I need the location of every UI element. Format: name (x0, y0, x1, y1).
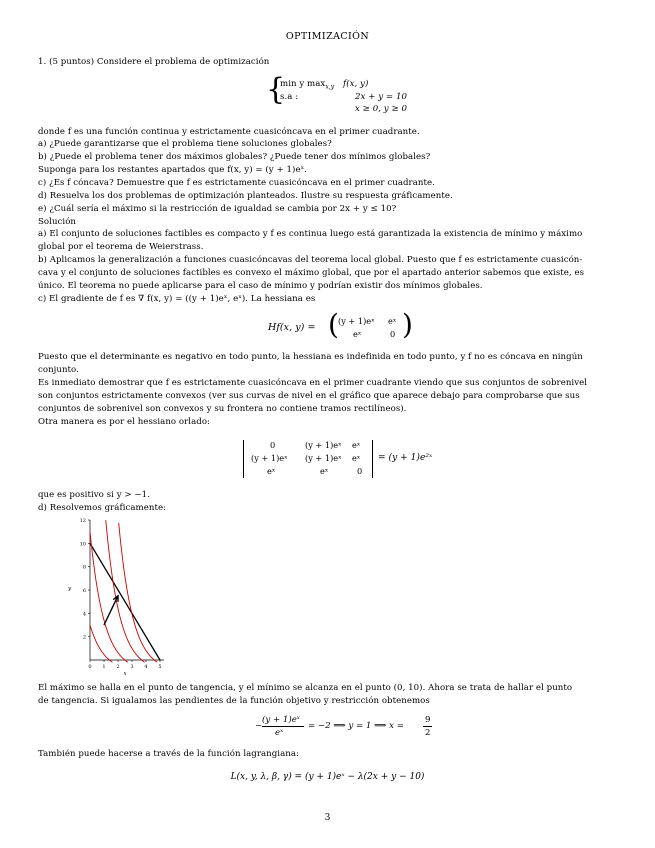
solution-line: que es positivo si y > −1. (38, 490, 150, 500)
solution-line: conjunto. (38, 365, 79, 375)
bh-r3c1: eˣ (267, 466, 276, 476)
hessian-paren-left: ( (328, 308, 339, 341)
solution-line: único. El teorema no puede aplicarse para el caso de mínimo y podrían existir dos mínimos globales. (38, 281, 483, 291)
statement-line: donde f es una función continua y estrictamente cuasicóncava en el primer cuadrante. (38, 127, 420, 137)
level-curve-1 (90, 625, 112, 662)
tangency-frac-den: 2 (425, 728, 431, 738)
constraint-2: x ≥ 0, y ≥ 0 (355, 104, 408, 114)
det-bar-left (243, 440, 244, 478)
constraint-1: 2x + y = 10 (355, 92, 407, 102)
hessian-paren-right: ) (402, 308, 413, 341)
gradient-arrow-shaft (104, 596, 118, 625)
solution-line: a) El conjunto de soluciones factibles es compacto y f es continua luego está garantizada la existencia de mínimo y máximo (38, 229, 583, 239)
hessian-lhs: Hf(x, y) = (268, 322, 316, 333)
hessian-r1c2: eˣ (388, 316, 397, 326)
statement-line: e) ¿Cuál sería el máximo si la restricción de igualdad se cambia por 2x + y ≤ 10? (38, 204, 397, 214)
x-tick-label: 2 (116, 664, 120, 670)
solution-line: b) Aplicamos la generalización a funciones cuasicóncavas del teorema local global. Puesto que f es estrictamente cuasicón- (38, 255, 583, 265)
x-axis-label: x (123, 671, 127, 676)
level-curve-4 (119, 523, 158, 662)
hessian-r2c2: 0 (390, 329, 396, 339)
hessian-r1c1: (y + 1)eˣ (338, 316, 375, 326)
page-number: 3 (324, 813, 331, 823)
x-tick-label: 5 (158, 664, 162, 670)
lagrange-intro: También puede hacerse a través de la función lagrangiana: (38, 749, 299, 759)
bh-r2c3: eˣ (352, 453, 361, 463)
bh-r3c3: 0 (357, 466, 363, 476)
system-brace: { (266, 72, 286, 107)
solution-line: conjuntos de sobrenivel son convexos y su frontera no contiene tramos rectilíneos). (38, 404, 407, 414)
y-tick-label: 2 (82, 634, 86, 641)
x-tick-label: 1 (102, 664, 106, 670)
tangency-rest: = −2 ⟹ y = 1 ⟹ x = (308, 721, 404, 731)
y-tick-label: 6 (82, 588, 86, 594)
solution-label: Solución (38, 217, 77, 227)
solution-line: Otra manera es por el hessiano orlado: (38, 417, 211, 427)
constraint-line (90, 543, 160, 660)
statement-line: c) ¿Es f cóncava? Demuestre que f es estrictamente cuasicóncava en el primer cuadrante. (38, 178, 435, 188)
bh-r2c1: (y + 1)eˣ (251, 453, 288, 463)
problem-header: 1. (5 puntos) Considere el problema de optimización (38, 57, 270, 67)
tangency-num: (y + 1)eˣ (262, 715, 300, 725)
y-tick-label: 8 (82, 564, 86, 571)
objective-row: min y $\max_{x,y} f(x$, y) (280, 79, 369, 91)
y-tick-label: 10 (79, 541, 86, 548)
bh-r1c3: eˣ (352, 440, 361, 450)
solution-line: c) El gradiente de f es ∇ f(x, y) = ((y + 1)eˣ, eˣ). La hessiana es (38, 294, 316, 304)
y-axis-label: y (68, 586, 72, 592)
solution-line: Es inmediato demostrar que f es estrictamente cuasicóncava en el primer cuadrante viendo que sus conjuntos de sobrenivel (38, 378, 588, 388)
statement-line: d) Resuelva los dos problemas de optimización planteados. Ilustre su respuesta gráficamente. (38, 191, 453, 201)
bh-r2c2: (y + 1)eˣ (305, 453, 342, 463)
x-tick-label: 3 (130, 664, 134, 670)
solution-line: d) Resolvemos gráficamente: (38, 503, 167, 513)
hessian-r2c1: eˣ (353, 329, 362, 339)
y-tick-label: 4 (82, 611, 86, 618)
solution-line: Puesto que el determinante es negativo en todo punto, la hessiana es indefinida en todo punto, y f no es cóncava en ningún (38, 352, 583, 362)
tangency-den: eˣ (275, 728, 284, 738)
solution-line: cava y el conjunto de soluciones factibles es convexo el máximo global, que por el apartado anterior sabemos que existe, es (38, 268, 585, 278)
level-curves-chart (60, 514, 170, 676)
page: OPTIMIZACIÓN 1. (5 puntos) Considere el problema de optimización { min y $\max_{x,y} f(x$, y) s.a : 2x + y = 10 x ≥ 0, y ≥ 0 donde f es una función continua y estrictamente cuasicóncava en el primer cuadrante. a) ¿Puede garantizarse que el problema tiene soluciones globales? b) ¿Puede el problema tener dos máximos globales? ¿Puede tener dos mínimos globales? Suponga para los restantes apartados que f(x, y) = (y + 1)eˣ. c) ¿Es f cóncava? Demuestre que f es estrictamente cuasicóncava en el primer cuadrante. d) Resuelva los dos problemas de optimización planteados. Ilustre su respuesta gráficamente. e) ¿Cuál sería el máximo si la restricción de igualdad se cambia por 2x + y ≤ 10? Solución a) El conjunto de soluciones factibles es compacto y f es continua luego está garantizada la existencia de mínimo y máximo global por el teorema de Weierstrass. b) Aplicamos la generalización a funciones cuasicóncavas del teorema local global. Puesto que f es estrictamente cuasicón- cava y el conjunto de soluciones factibles es convexo el máximo global, que por el apartado anterior sabemos que existe, es único. El teorema no puede aplicarse para el caso de mínimo y podrían existir dos mínimos globales. c) El gradiente de f es ∇ f(x, y) = ((y + 1)eˣ, eˣ). La hessiana es Hf(x, y) = ( (y + 1)eˣ eˣ eˣ 0 ) Puesto que el determinante es negativo en todo punto, la hessiana es indefinida en todo punto, y f no es cóncava en ningún conjunto. Es inmediato demostrar que f es estrictamente cuasicóncava en el primer cuadrante viendo que sus conjuntos de sobrenivel son conjuntos estrictamente convexos (ver sus curvas de nivel en el gráfico que aparece debajo para comprobarse que sus conjuntos de sobrenivel son convexos y su frontera no contiene tramos rectilíneos). Otra manera es por el hessiano orlado: 0 (y + 1)eˣ eˣ (y + 1)eˣ (y + 1)eˣ eˣ eˣ eˣ 0 = (y + 1)e²ˣ que es positivo si y > −1. d) Resolvemos gráficamente: 2 4 6 8 10 12 0 1 2 3 4 5 y x El máximo se halla en el punto de tangencia, y el mínimo se alcanza en el punto (0, 10). Ahora se trata de hallar el punto de tangencia. Si igualamos las pendientes de la función objetivo y restricción obtenemos − (y + 1)eˣ eˣ = −2 ⟹ y = 1 ⟹ x = 9 2 También puede hacerse a través de la función lagrangiana: L(x, y, λ, β, γ) = (y + 1)eˣ − λ(2x + y − 10) 3 (0, 0, 655, 848)
bh-r1c1: 0 (270, 440, 276, 450)
tangency-frac-num: 9 (425, 715, 431, 725)
statement-line: a) ¿Puede garantizarse que el problema tiene soluciones globales? (38, 139, 332, 149)
solution-line: de tangencia. Si igualamos las pendientes de la función objetivo y restricción obtenemos (38, 696, 430, 706)
lagrange-equation: L(x, y, λ, β, γ) = (y + 1)eˣ − λ(2x + y − 10) (230, 772, 425, 782)
solution-line: global por el teorema de Weierstrass. (38, 242, 204, 252)
bh-rhs: = (y + 1)e²ˣ (378, 453, 433, 463)
x-tick-label: 0 (88, 664, 92, 670)
page-title: OPTIMIZACIÓN (285, 31, 370, 42)
det-bar-right (372, 440, 373, 478)
solution-line: El máximo se halla en el punto de tangencia, y el mínimo se alcanza en el punto (0, 10). Ahora se trata de hallar el punto (38, 683, 573, 693)
statement-line: Suponga para los restantes apartados que f(x, y) = (y + 1)eˣ. (38, 165, 308, 175)
st-label: s.a : (280, 92, 299, 102)
solution-line: son conjuntos estrictamente convexos (ver sus curvas de nivel en el gráfico que aparece debajo para comprobarse que sus (38, 391, 580, 401)
x-tick-label: 4 (144, 664, 148, 670)
bh-r3c2: eˣ (320, 466, 329, 476)
bh-r1c2: (y + 1)eˣ (305, 440, 342, 450)
y-tick-label: 12 (79, 518, 86, 524)
statement-line: b) ¿Puede el problema tener dos máximos globales? ¿Puede tener dos mínimos globales? (38, 152, 431, 162)
